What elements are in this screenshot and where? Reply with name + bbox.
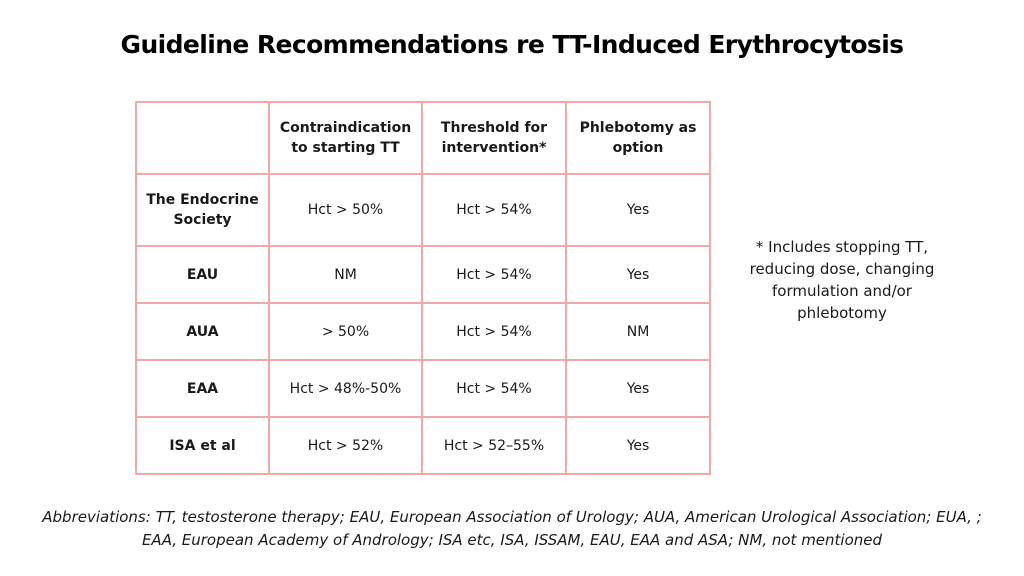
header-empty-cell bbox=[136, 102, 269, 174]
guideline-name: AUA bbox=[136, 303, 269, 360]
contraindication-value: Hct > 50% bbox=[269, 174, 422, 246]
table-row bbox=[136, 360, 710, 417]
header-contraindication: Contraindication to starting TT bbox=[269, 102, 422, 174]
threshold-value: Hct > 54% bbox=[422, 303, 566, 360]
abbreviations-note: Abbreviations: TT, testosterone therapy; EAU, European Association of Urology; AUA, American Urological Association; EUA, ; EAA, European Academy of Andrology; ISA etc, ISA, ISSAM, EAU, EAA and ASA; NM, not mentioned bbox=[42, 508, 982, 549]
guideline-table bbox=[135, 101, 711, 475]
threshold-value: Hct > 54% bbox=[422, 246, 566, 303]
phlebotomy-value: Yes bbox=[566, 417, 710, 474]
threshold-value: Hct > 54% bbox=[422, 360, 566, 417]
phlebotomy-value: NM bbox=[566, 303, 710, 360]
guideline-name: EAA bbox=[136, 360, 269, 417]
phlebotomy-value: Yes bbox=[566, 174, 710, 246]
header-row bbox=[136, 102, 710, 174]
contraindication-value: Hct > 52% bbox=[269, 417, 422, 474]
phlebotomy-value: Yes bbox=[566, 246, 710, 303]
table-row bbox=[136, 174, 710, 246]
table-row bbox=[136, 246, 710, 303]
threshold-value: Hct > 52–55% bbox=[422, 417, 566, 474]
phlebotomy-value: Yes bbox=[566, 360, 710, 417]
guideline-name: EAU bbox=[136, 246, 269, 303]
contraindication-value: Hct > 48%-50% bbox=[269, 360, 422, 417]
contraindication-value: NM bbox=[269, 246, 422, 303]
threshold-value: Hct > 54% bbox=[422, 174, 566, 246]
page-title: Guideline Recommendations re TT-Induced Erythrocytosis bbox=[120, 30, 904, 59]
guideline-name: The Endocrine Society bbox=[136, 174, 269, 246]
threshold-footnote: * Includes stopping TT, reducing dose, changing formulation and/or phlebotomy bbox=[749, 238, 935, 322]
table-row bbox=[136, 303, 710, 360]
header-phlebotomy: Phlebotomy as option bbox=[566, 102, 710, 174]
contraindication-value: > 50% bbox=[269, 303, 422, 360]
header-threshold: Threshold for intervention* bbox=[422, 102, 566, 174]
table-row bbox=[136, 417, 710, 474]
guideline-name: ISA et al bbox=[136, 417, 269, 474]
